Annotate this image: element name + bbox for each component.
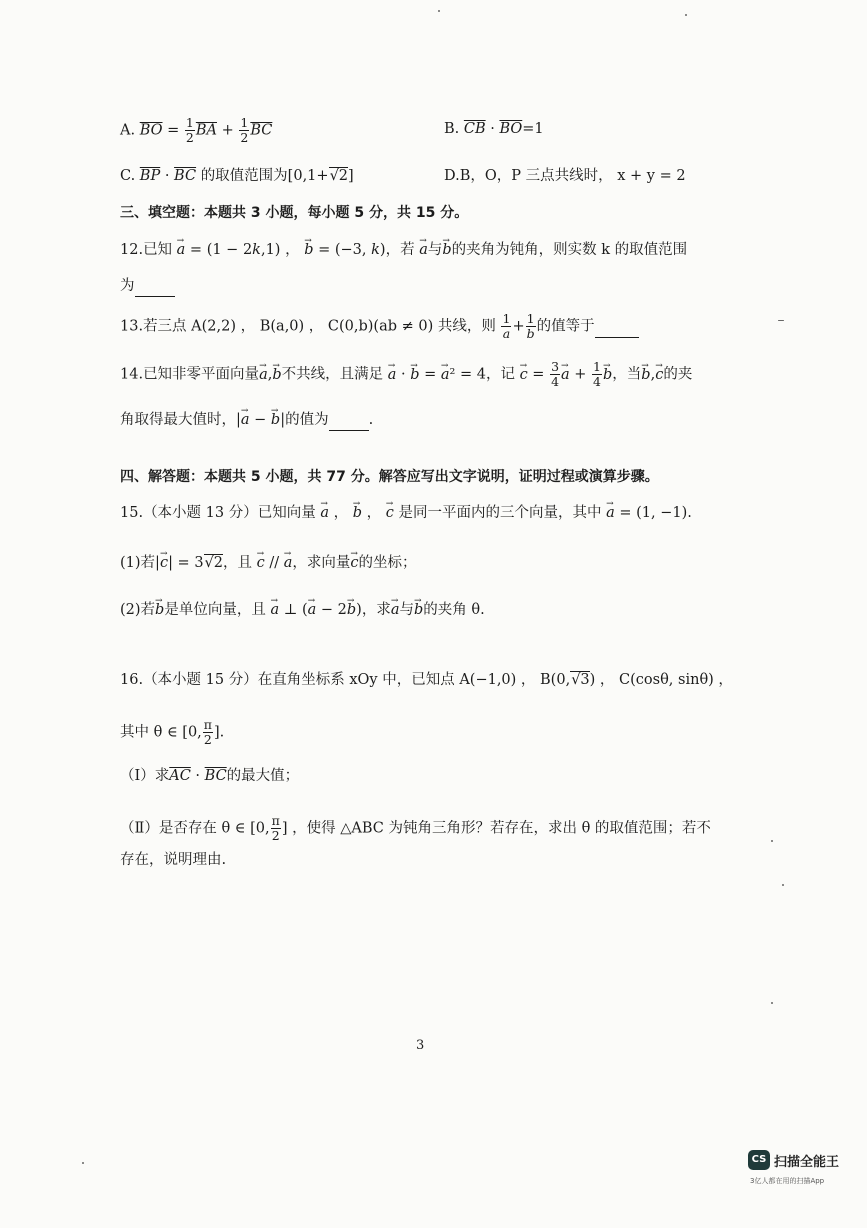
section-4-heading: 四、解答题：本题共 5 小题，共 77 分。解答应写出文字说明，证明过程或演算步骤。 xyxy=(120,469,659,485)
page-number: 3 xyxy=(416,1038,425,1053)
question-16-condition: 其中 θ ∈ [0, $\frac{\pi}{2}$ ]. xyxy=(120,717,225,747)
camscanner-logo-icon: CS xyxy=(748,1150,770,1170)
answer-blank xyxy=(135,276,175,297)
scan-speck xyxy=(778,320,784,321)
scan-speck xyxy=(771,840,773,842)
scan-speck xyxy=(82,1162,84,1164)
scan-speck xyxy=(685,14,687,16)
question-16-part-1: （Ⅰ）求$\overline{AC} \cdot \overline{BC}$的最大值； xyxy=(120,768,300,784)
question-16-part-2: （Ⅱ）是否存在 θ ∈ [0, $\frac{\pi}{2}$ ] ，使得 △ABC 为钝角三角形？若存在，求出 θ 的取值范围；若不 xyxy=(120,813,711,843)
scan-speck xyxy=(438,10,440,12)
question-16: 16.（本小题 15 分）在直角坐标系 xOy 中，已知点 A(−1,0) ， B(0,√3) ， C(cosθ, sinθ) ， xyxy=(120,672,733,688)
question-15: 15.（本小题 13 分）已知向量 → a ， → b ， → c 是同一平面内的三个向量，其中 → a = (1, −1). xyxy=(120,503,692,523)
question-13: 13.若三点 A(2,2) ， B(a,0) ， C(0,b)(ab ≠ 0) 共线，则 $\frac{1}{a}$ + $\frac{1}{b}$ 的值等于 xyxy=(120,312,639,341)
question-12: 12.已知 → a = (1 − 2k,1) ， → b = (−3, k)，若 → a与→ b的夹角为钝角，则实数 k 的取值范围 xyxy=(120,240,687,260)
answer-blank xyxy=(329,410,369,431)
question-14: 14.已知非零平面向量→ a,→ b不共线，且满足 → a · → b = → a² = 4，记 → c = $\frac{3}{4}$ → a + $\frac{1}{4}$ → b，当→ b,→ c的夹 xyxy=(120,360,692,389)
question-14-continued: 角取得最大值时，|→ a − → b|的值为 . xyxy=(120,410,373,431)
scan-speck xyxy=(782,884,784,886)
scan-speck xyxy=(771,1002,773,1004)
question-12-answer-line: 为 xyxy=(120,276,175,297)
question-15-part-2: (2)若→ b是单位向量，且 → a ⊥ (→ a − 2→ b)，求→ a与→ b的夹角 θ. xyxy=(120,600,485,620)
question-15-part-1: (1)若|→ c| = 3√2，且 → c // → a，求向量→ c的坐标； xyxy=(120,553,417,573)
option-b: B. $\overline{CB} \cdot \overline{BO}=1$ xyxy=(444,121,544,137)
scanner-watermark xyxy=(748,1150,858,1190)
watermark-subtitle: 3亿人都在用的扫描App xyxy=(750,1177,825,1185)
option-d: D.B，O，P 三点共线时， x + y = 2 xyxy=(444,168,686,184)
option-c: C. $\overline{BP} \cdot \overline{BC}$ 的取值范围为[0,1+√2] xyxy=(120,168,354,184)
option-a: A. $\overline{BO}$ = $\frac{1}{2}$ $\overline{BA}$ + $\frac{1}{2}$ $\overline{BC}$ xyxy=(120,115,273,145)
question-16-part-2-continued: 存在，说明理由. xyxy=(120,852,227,868)
watermark-title: 扫描全能王 xyxy=(774,1155,840,1170)
answer-blank xyxy=(595,317,639,338)
section-3-heading: 三、填空题：本题共 3 小题，每小题 5 分，共 15 分。 xyxy=(120,205,469,221)
